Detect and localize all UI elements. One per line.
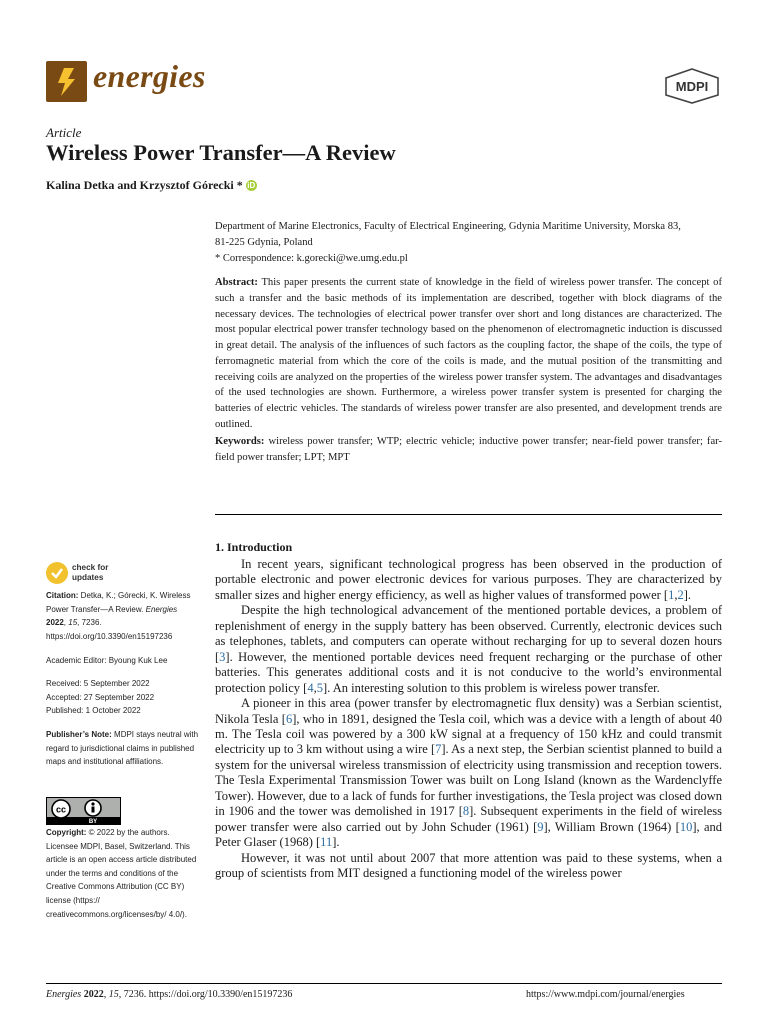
- section-divider: [215, 514, 722, 515]
- citation-link[interactable]: 9: [537, 819, 544, 834]
- keywords-text: wireless power transfer; WTP; electric vehicle; inductive power transfer; near-field power transfer; far-field power transfer; LPT; MPT: [215, 436, 722, 463]
- orcid-icon[interactable]: iD: [247, 181, 256, 190]
- accepted-date: Accepted: 27 September 2022: [46, 692, 155, 702]
- abstract-text: This paper presents the current state of knowledge in the field of wireless power transfer. The concept of such a transfer and the basic methods of its implementation are described, together with block diagrams of the necessary devices. The technologies of electrical power transfer over short and long distances are characterized. The most popular electrical power transfer technology based on the phenomenon of electromagnetic induction is discussed in great detail. The analysis of the influences of such factors as the coupling factor, the shape of the coils, the type of ferromagnetic material from which the core of the coils is made, and the mutual position of the transmitting and receiving coils are analyzed on the properties of the wireless power transfer system. The advantages and disadvantages of the used technologies are shown. Furthermore, a wireless power transfer system is presented for charging the batteries of electric vehicles. The standards of wireless power transfer are also presented, and development trends are outlined.: [215, 277, 722, 430]
- article-type: Article: [46, 125, 82, 140]
- citation-block: Citation: Detka, K.; Górecki, K. Wireless Power Transfer—A Review. Energies 2022, 15, 7236. https://doi.org/10.3390/en15197236: [46, 591, 191, 641]
- citation-link[interactable]: 11: [320, 835, 333, 850]
- published-date: Published: 1 October 2022: [46, 706, 141, 716]
- citation-link[interactable]: 7: [435, 742, 442, 757]
- check-for-updates-icon: [46, 562, 68, 584]
- mdpi-logo-text: MDPI: [675, 79, 709, 94]
- article-title: Wireless Power Transfer—A Review: [46, 140, 396, 165]
- citation-link[interactable]: 8: [462, 804, 470, 819]
- check-for-updates-badge[interactable]: [46, 562, 196, 586]
- citation-link[interactable]: 5: [316, 680, 323, 695]
- keywords-label: Keywords:: [215, 436, 265, 447]
- citation-link[interactable]: 6: [285, 711, 293, 726]
- lightning-icon: [46, 61, 87, 102]
- copyright-block: Copyright: © 2022 by the authors. Licensee MDPI, Basel, Switzerland. This article is an open access article distributed under the terms and conditions of the Creative Commons Attribution (CC BY) license (https:// creativecommons.org/licenses/by/ 4.0/).: [46, 828, 197, 919]
- introduction-body: [215, 557, 722, 882]
- citation-label: Citation:: [46, 591, 79, 600]
- citation-link[interactable]: 2: [677, 587, 684, 602]
- citation-link[interactable]: 4: [307, 680, 314, 695]
- cc-by-license-badge[interactable]: [46, 797, 121, 825]
- keywords: [215, 434, 722, 466]
- creative-commons-icon: [47, 798, 120, 824]
- abstract-label: Abstract:: [215, 277, 258, 288]
- paragraph: A pioneer in this area (power transfer by electromagnetic flux density) was a Serbian scientist, Nikola Tesla [6], who in 1891, designed the Tesla coil, which was a device with a length of about 40 m. The Tesla coil was powered by a 300 kW signal at a frequency of 150 kHz and could transmit electricity up to 3 km without using a wire [7]. As a next step, the Serbian scientist planned to build a system for the universal wireless transmission of electricity using transmission and reception towers. The Tesla Experimental Transmission Tower was built on Long Island (known as the Wardenclyffe Tower). However, due to a lack of funds for further investigations, the Tesla project was closed down in 1906 and the tower was demolished in 1917 [8]. Subsequent experiments in the field of wireless power transfer were also carried out by John Schuder (1961) [9], William Brown (1964) [10], and Peter Glaser (1968) [11].: [215, 696, 722, 850]
- academic-editor: Academic Editor: Byoung Kuk Lee: [46, 656, 168, 665]
- paragraph: However, it was not until about 2007 that more attention was paid to these systems, when a group of scientists from MIT designed a functioning model of the wireless power: [215, 850, 722, 881]
- citation-link[interactable]: 10: [679, 819, 693, 834]
- affiliation-block: [215, 219, 725, 267]
- journal-url-link[interactable]: https://www.mdpi.com/journal/energies: [526, 989, 685, 1000]
- citation-link[interactable]: 1: [668, 587, 675, 602]
- paragraph: In recent years, significant technological progress has been observed in the production of portable electronic and power electronic devices for various purposes. They are characterized by smaller sizes and higher energy efficiency, as well as higher values of transformed power [1,2].: [215, 557, 722, 602]
- correspondence: * Correspondence: k.gorecki@we.umg.edu.pl: [215, 253, 408, 264]
- mdpi-logo: [664, 68, 720, 104]
- journal-name: energies: [93, 58, 206, 94]
- authors-text: Kalina Detka and Krzysztof Górecki *: [46, 178, 243, 192]
- check-for-updates-line-2: updates: [72, 572, 104, 582]
- paragraph: Despite the high technological advancement of the mentioned portable devices, a problem of replenishment of energy in the supply battery has been observed. Currently, electronic devices such as telephones, tablets, and computers can operate without recharging for up to several dozen hours [3]. However, the mentioned portable devices need frequent recharging or the purchase of other batteries. This generates additional costs and it is not conducive to the world’s environmental protection policy [4,5]. An interesting solution to this problem is wireless power transfer.: [215, 603, 722, 695]
- dates-block: [46, 677, 199, 718]
- footer-citation: Energies 2022, 15, 7236. https://doi.org/10.3390/en15197236: [46, 989, 293, 1000]
- affiliation-line-1: Department of Marine Electronics, Faculty of Electrical Engineering, Gdynia Maritime University, Morska 83,: [215, 221, 681, 232]
- check-for-updates-line-1: check for: [72, 563, 109, 572]
- cc-symbol-text: cc: [55, 804, 67, 815]
- received-date: Received: 5 September 2022: [46, 679, 150, 688]
- abstract: [215, 275, 722, 433]
- author-list: [46, 178, 257, 193]
- citation-link[interactable]: 3: [219, 649, 226, 664]
- section-heading-introduction: 1. Introduction: [215, 540, 293, 554]
- affiliation-line-2: 81-225 Gdynia, Poland: [215, 237, 313, 248]
- publisher-note: Publisher’s Note: MDPI stays neutral with regard to jurisdictional claims in published maps and institutional affiliations.: [46, 730, 199, 767]
- footer-divider: [46, 983, 722, 984]
- cc-by-text: BY: [88, 819, 98, 824]
- journal-logo: [46, 61, 87, 102]
